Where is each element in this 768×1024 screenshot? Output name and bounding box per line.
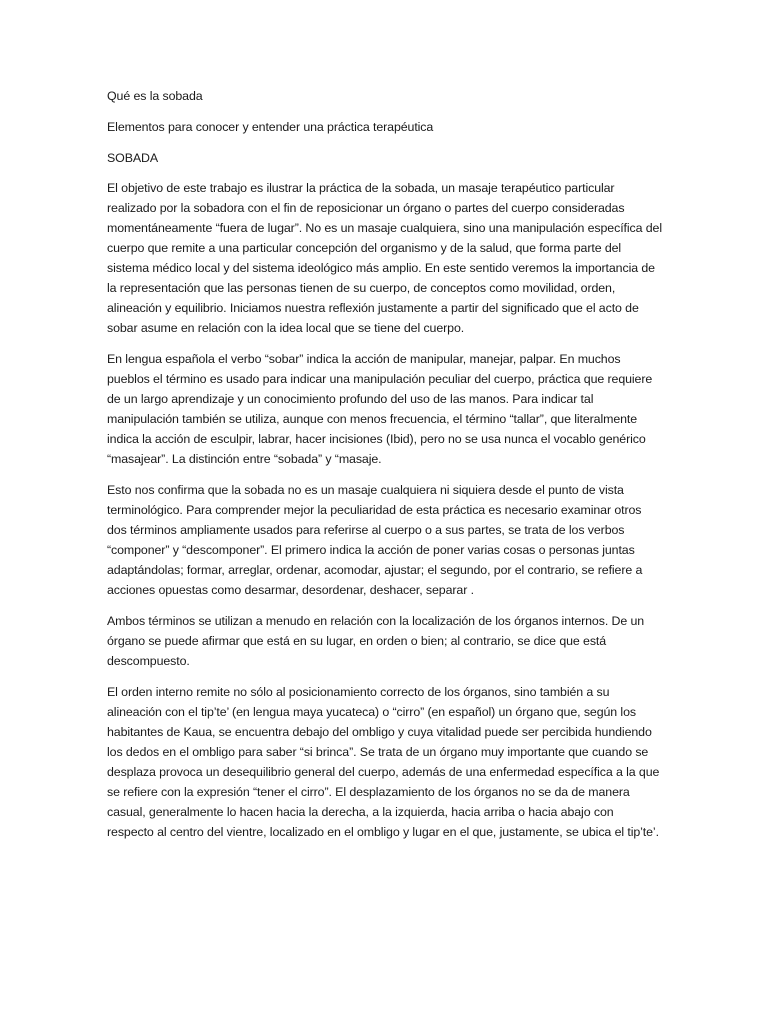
- document-title: Qué es la sobada: [107, 89, 203, 103]
- document-subtitle: Elementos para conocer y entender una práctica terapéutica: [107, 120, 434, 134]
- paragraph-2: En lengua española el verbo “sobar” indica la acción de manipular, manejar, palpar. En muchos pueblos el término es usado para indicar una manipulación peculiar del cuerpo, práctica que requiere de un largo aprendizaje y un conocimiento profundo del uso de las manos. Para indicar tal manipulación también se utiliza, aunque con menos frecuencia, el término “tallar”, que literalmente indica la acción de esculpir, labrar, hacer incisiones (Ibid), pero no se usa nunca el vocablo genérico “masajear”. La distinción entre “sobada” y “masaje.: [107, 352, 653, 466]
- paragraph-4: Ambos términos se utilizan a menudo en relación con la localización de los órganos internos. De un órgano se puede afirmar que está en su lugar, en orden o bien; al contrario, se dice que está descompuesto.: [107, 614, 645, 668]
- paragraph-1: El objetivo de este trabajo es ilustrar la práctica de la sobada, un masaje terapéutico particular realizado por la sobadora con el fin de reposicionar un órgano o partes del cuerpo consideradas momentáneamente “fuera de lugar”. No es un masaje cualquiera, sino una manipulación específica del cuerpo que remite a una particular concepción del organismo y de la salud, que forma parte del sistema médico local y del sistema ideológico más amplio. En este sentido veremos la importancia de la representación que las personas tienen de su cuerpo, de conceptos como movilidad, orden, alineación y equilibrio. Iniciamos nuestra reflexión justamente a partir del significado que el acto de sobar asume en relación con la idea local que se tiene del cuerpo.: [107, 181, 662, 335]
- section-heading: SOBADA: [107, 151, 159, 165]
- paragraph-5: El orden interno remite no sólo al posicionamiento correcto de los órganos, sino también a su alineación con el tip’te’ (en lengua maya yucateca) o “cirro” (en español) un órgano que, según los habitantes de Kaua, se encuentra debajo del ombligo y cuya vitalidad puede ser percibida hundiendo los dedos en el ombligo para saber “si brinca”. Se trata de un órgano muy importante que cuando se desplaza provoca un desequilibrio general del cuerpo, además de una enfermedad específica a la que se refiere con la expresión “tener el cirro”. El desplazamiento de los órganos no se da de manera casual, generalmente lo hacen hacia la derecha, a la izquierda, hacia arriba o hacia abajo con respecto al centro del vientre, localizado en el ombligo y lugar en el que, justamente, se ubica el tip’te’.: [107, 685, 660, 839]
- document-body: [107, 86, 663, 853]
- paragraph-3: Esto nos confirma que la sobada no es un masaje cualquiera ni siquiera desde el punto de vista terminológico. Para comprender mejor la peculiaridad de esta práctica es necesario examinar otros dos términos ampliamente usados para referirse al cuerpo o a sus partes, se trata de los verbos “componer” y “descomponer”. El primero indica la acción de poner varias cosas o personas juntas adaptándolas; formar, arreglar, ordenar, acomodar, ajustar; el segundo, por el contrario, se refiere a acciones opuestas como desarmar, desordenar, deshacer, separar .: [107, 483, 643, 597]
